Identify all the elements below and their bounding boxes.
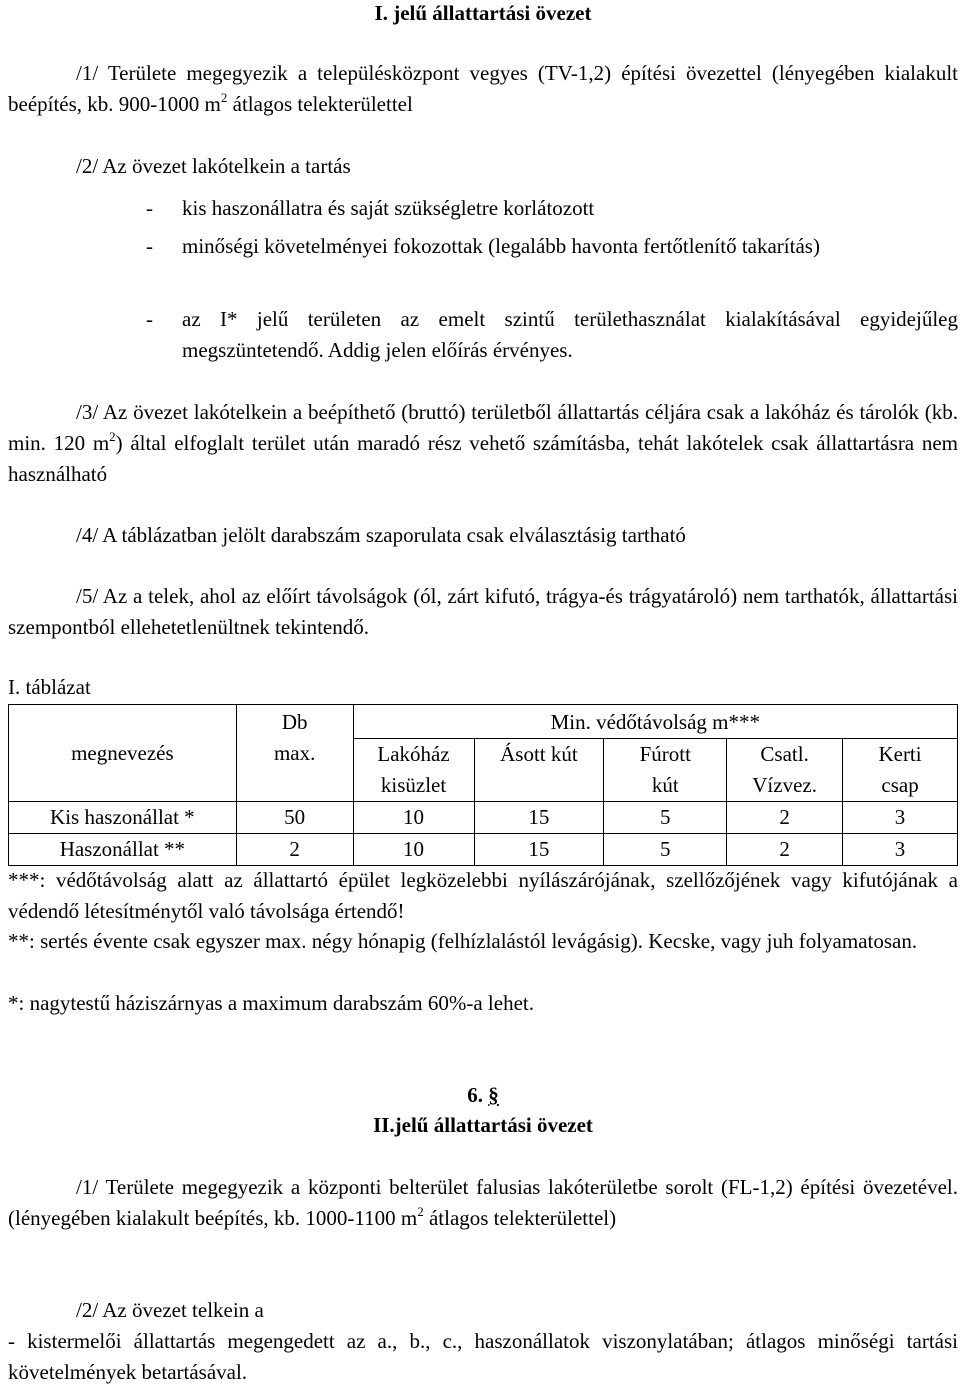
table-header-row: [9, 705, 958, 739]
section1-paragraph-1: /1/ Területe megegyezik a településközpont vegyes (TV-1,2) építési övezettel (lényegében kialakult beépítés, kb. 900-1000 $m^2$ átlagos telekterülettel: [8, 61, 958, 116]
section2-title: II.jelű állattartási övezet: [373, 1113, 593, 1137]
table-cell: 10: [353, 834, 474, 866]
note-double-star: **: sertés évente csak egyszer max. négy hónapig (felhízlalástól levágásig). Kecske, vagy juh folyamatosan.: [8, 929, 918, 953]
table-cell: Haszonállat **: [9, 834, 237, 866]
note-triple-star: ***: védőtávolság alatt az állattartó épület legközelebbi nyílászárójának, szellőzőjének vagy kifutójának a védendő létesítménytől való távolsága értendő!: [8, 868, 958, 923]
section-number: 6. §: [467, 1083, 499, 1107]
table-cell: Kis haszonállat *: [9, 802, 237, 834]
table-caption: I. táblázat: [8, 675, 91, 699]
table-cell: 15: [474, 834, 604, 866]
table-cell: 3: [843, 802, 958, 834]
section1-paragraph-4: /4/ A táblázatban jelölt darabszám szaporulata csak elválasztásig tartható: [76, 523, 686, 547]
table-cell: 10: [353, 802, 474, 834]
table-cell: 2: [236, 834, 353, 866]
animal-keeping-table: [8, 704, 958, 866]
table-cell: 5: [604, 834, 727, 866]
table-cell: 5: [604, 802, 727, 834]
header-db: Db max.: [236, 705, 353, 802]
section1-paragraph-5: /5/ Az a telek, ahol az előírt távolságok (ól, zárt kifutó, trágya-és trágyatároló) nem tarthatók, állattartási szempontból ellehetetlenültnek tekintendő.: [8, 584, 958, 639]
subheader-kerti-csap: Kerti csap: [843, 739, 958, 802]
paragraph-sign: §: [488, 1083, 499, 1107]
section2-paragraph-2-intro: /2/ Az övezet telkein a: [76, 1298, 264, 1322]
section1-title: I. jelű állattartási övezet: [374, 1, 592, 25]
section2-paragraph-2-item: - kistermelői állattartás megengedett az a., b., c., haszonállatok viszonylatában; átlagos minőségi tartási követelmények betartásával.: [8, 1329, 958, 1384]
section2-paragraph-1: /1/ Területe megegyezik a központi belterület falusias lakóterületbe sorolt (FL-1,2) építési övezetével. (lényegében kialakult beépítés, kb. 1000-1100 $m^2$ átlagos telekterülettel): [8, 1175, 958, 1230]
subheader-vizvez: Csatl. Vízvez.: [727, 739, 843, 802]
subheader-asott-kut: Ásott kút: [474, 739, 604, 802]
table-cell: 15: [474, 802, 604, 834]
table-row: [9, 802, 958, 834]
note-single-star: *: nagytestű háziszárnyas a maximum darabszám 60%-a lehet.: [8, 991, 534, 1015]
bullet-item-2: - minőségi követelményei fokozottak (legalább havonta fertőtlenítő takarítás): [146, 234, 820, 258]
table-cell: 2: [727, 834, 843, 866]
table-cell: 50: [236, 802, 353, 834]
section1-paragraph-3: /3/ Az övezet lakótelkein a beépíthető (bruttó) területből állattartás céljára csak a lakóház és tárolók (kb. min. 120 $m^2$) által elfoglalt terület után maradó rész vehető számításba, tehát lakótelek csak állattartásra nem használható: [8, 400, 958, 486]
subheader-furott-kut: Fúrott kút: [604, 739, 727, 802]
bullet-item-1: - kis haszonállatra és saját szükségletre korlátozott: [146, 196, 595, 220]
bullet-item-3: - az I* jelű területen az emelt szintű területhasználat kialakításával egyidejűleg megszüntetendő. Addig jelen előírás érvényes.: [146, 307, 958, 362]
table-row: [9, 834, 958, 866]
header-name: megnevezés: [9, 705, 237, 802]
section1-paragraph-2-intro: /2/ Az övezet lakótelkein a tartás: [76, 154, 351, 178]
table-cell: 3: [843, 834, 958, 866]
header-group: Min. védőtávolság m***: [353, 705, 957, 739]
subheader-lakohaz: Lakóház kisüzlet: [353, 739, 474, 802]
table-cell: 2: [727, 802, 843, 834]
